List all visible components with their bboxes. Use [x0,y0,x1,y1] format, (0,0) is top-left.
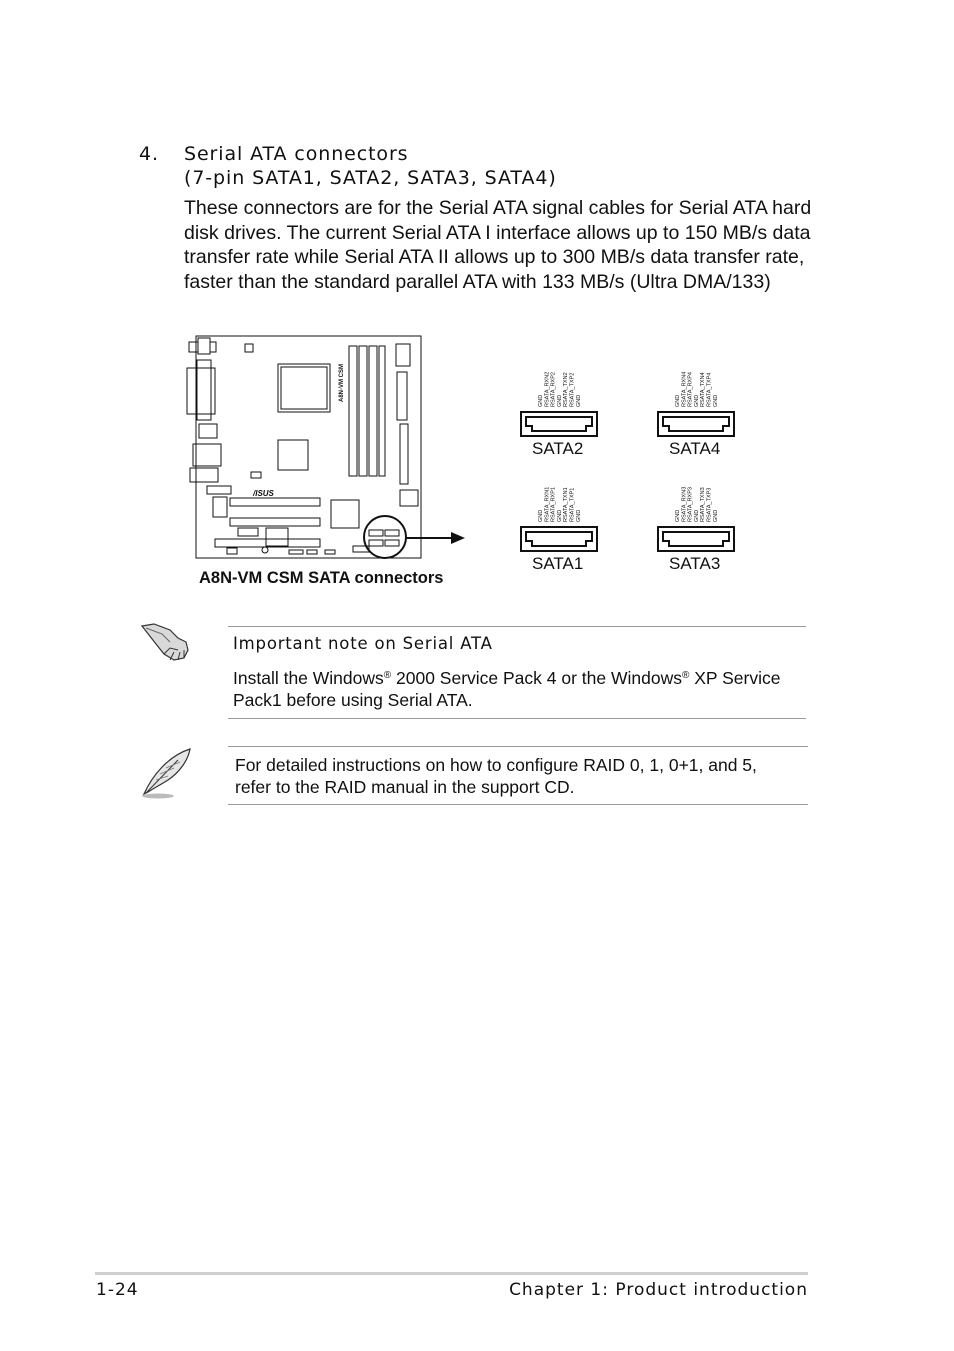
pin-label: GND [575,394,582,407]
connector-outline [521,412,597,436]
sata-connectors-diagram [515,355,745,580]
connector-key [526,417,592,431]
pin-label: GND [693,394,700,407]
chapter-title: Chapter 1: Product introduction [509,1280,808,1300]
figure-caption: A8N-VM CSM SATA connectors [199,569,444,587]
sata-connector-sata2 [521,372,597,458]
pin-label: RSATA_RXN3 [681,486,688,522]
feather-note-text: For detailed instructions on how to configure RAID 0, 1, 0+1, and 5, refer to the RAID manual in the support CD. [235,755,757,797]
sata-connector-sata1 [521,487,597,573]
pin-label: GND [712,394,719,407]
sata-connector-group [515,355,745,580]
registered-mark: ® [681,670,690,681]
pin-label: RSATA_RXP2 [550,372,557,407]
sata-name-label: SATA1 [532,554,584,573]
motherboard-diagram [185,334,475,564]
important-note-icon-container [140,620,192,664]
connector-outline [658,527,734,551]
pin-label: RSATA_RXN2 [544,371,551,407]
important-note-title: Important note on Serial ATA [233,634,493,653]
board-label: A8N-VM CSM [339,363,345,402]
registered-mark: ® [383,670,392,681]
feather-icon-container [138,746,196,800]
important-note-text-part3: XP Service Pack1 before using Serial ATA. [233,668,781,710]
sata-connector-sata4 [658,372,734,458]
sata-connector-sata3 [658,487,734,573]
pin-label: RSATA_TXP2 [569,372,576,407]
pin-label: GND [712,509,719,522]
pin-label: GND [675,394,681,407]
pin-label: GND [556,509,563,522]
pin-label: GND [575,509,582,522]
motherboard-figure [185,334,475,564]
sata-name-label: SATA2 [532,439,584,458]
important-note-text-part1: Install the Windows [233,668,384,688]
sata-name-label: SATA4 [669,439,721,458]
hand-pointing-icon [140,620,192,664]
section-paragraph: These connectors are for the Serial ATA signal cables for Serial ATA hard disk drives. The current Serial ATA I interface allows up to 150 MB/s data transfer rate while Serial ATA II allows up to 300 MB/s data transfer rate, faster than the standard parallel ATA with 133 MB/s (Ultra DMA/133) [184,197,812,293]
section-number: 4. [139,143,159,165]
important-note-text-part2: 2000 Service Pack 4 or the Windows [391,668,682,688]
pin-label: RSATA_TXN1 [563,487,570,522]
pin-label: RSATA_TXP1 [569,487,576,522]
pin-label: RSATA_RXP1 [550,487,557,522]
section-title-line2: (7-pin SATA1, SATA2, SATA3, SATA4) [184,167,557,189]
footer-rule [95,1272,808,1275]
arrow-head-icon [451,532,465,544]
brand-logo: /ISUS [253,489,274,498]
sata-name-label: SATA3 [669,554,721,573]
page-number: 1-24 [96,1280,139,1300]
pin-label: RSATA_RXN1 [544,486,551,522]
section-title-line1: Serial ATA connectors [184,143,409,165]
connector-key [526,532,592,546]
pin-label: RSATA_RXN4 [681,371,688,407]
note-top-rule [228,626,806,627]
connector-key [663,532,729,546]
pin-label: RSATA_RXP4 [687,372,694,407]
important-note-text [233,667,803,711]
note-bottom-rule [228,718,806,719]
pin-label: GND [556,394,563,407]
connector-key [663,417,729,431]
connector-outline [521,527,597,551]
connector-outline [658,412,734,436]
feather-note-bottom-rule [228,804,808,805]
pin-label: RSATA_TXP3 [706,487,713,522]
feather-note-top-rule [228,746,808,747]
pin-label: RSATA_TXN2 [563,372,570,407]
pin-label: GND [675,509,681,522]
pin-label: RSATA_TXN4 [700,372,707,407]
pin-label: RSATA_TXN3 [700,487,707,522]
pin-label: RSATA_RXP3 [687,487,694,522]
pin-label: GND [538,509,544,522]
pin-label: RSATA_TXP4 [706,372,713,407]
feather-pen-icon [138,746,196,800]
pin-label: GND [538,394,544,407]
pin-label: GND [693,509,700,522]
